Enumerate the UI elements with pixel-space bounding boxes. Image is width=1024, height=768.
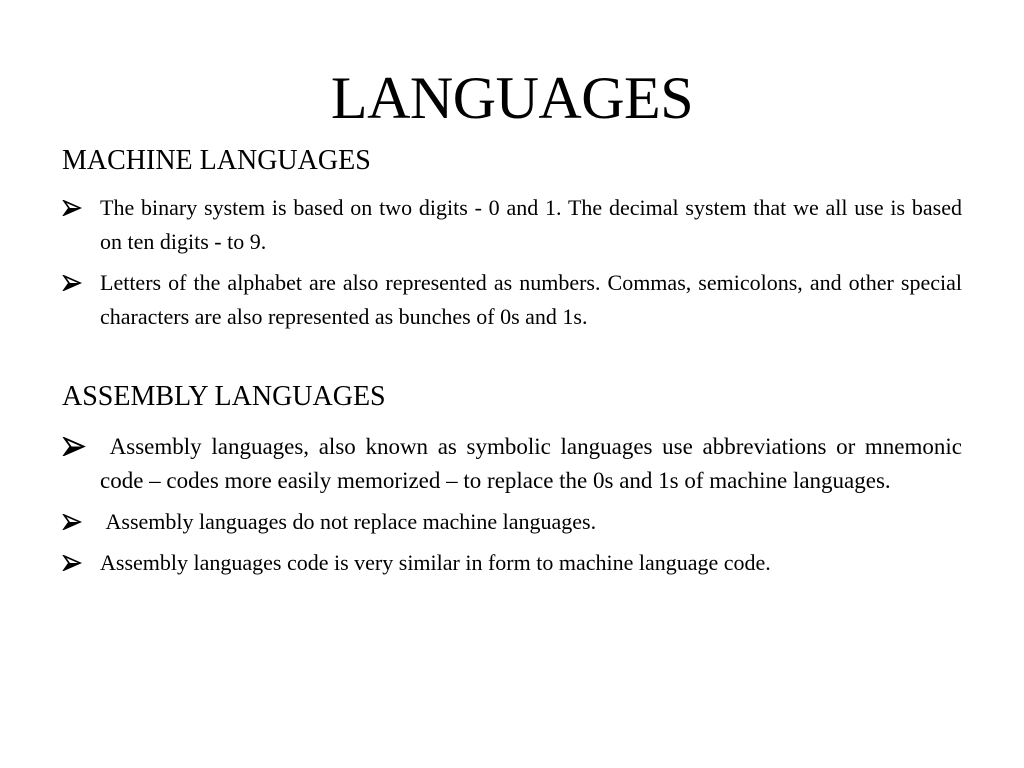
- list-item: [62, 505, 962, 539]
- list-item: [62, 546, 962, 580]
- arrowhead-bullet-icon: [62, 505, 88, 539]
- section-heading-assembly-languages: ASSEMBLY LANGUAGES: [62, 381, 386, 412]
- slide-title: LANGUAGES: [330, 65, 694, 131]
- list-item: [62, 266, 962, 334]
- arrowhead-bullet-icon: [62, 266, 88, 300]
- bullet-text: The binary system is based on two digits - 0 and 1. The decimal system that we all use is based on ten digits - to 9.: [100, 195, 962, 254]
- list-item: [62, 430, 968, 498]
- bullet-text: Assembly languages, also known as symbolic languages use abbreviations or mnemonic code – codes more easily memorized – to replace the 0s and 1s of machine languages.: [100, 434, 968, 493]
- bullet-text: Assembly languages code is very similar in form to machine language code.: [100, 550, 771, 575]
- list-item: [62, 191, 962, 259]
- arrowhead-bullet-icon: [62, 430, 88, 464]
- assembly-languages-list: [62, 430, 968, 587]
- bullet-text: Assembly languages do not replace machine languages.: [100, 509, 597, 534]
- arrowhead-bullet-icon: [62, 546, 88, 580]
- bullet-text: Letters of the alphabet are also represented as numbers. Commas, semicolons, and other special characters are also represented as bunches of 0s and 1s.: [100, 270, 962, 329]
- machine-languages-list: [62, 191, 962, 341]
- section-heading-machine-languages: MACHINE LANGUAGES: [62, 145, 371, 176]
- arrowhead-bullet-icon: [62, 191, 88, 225]
